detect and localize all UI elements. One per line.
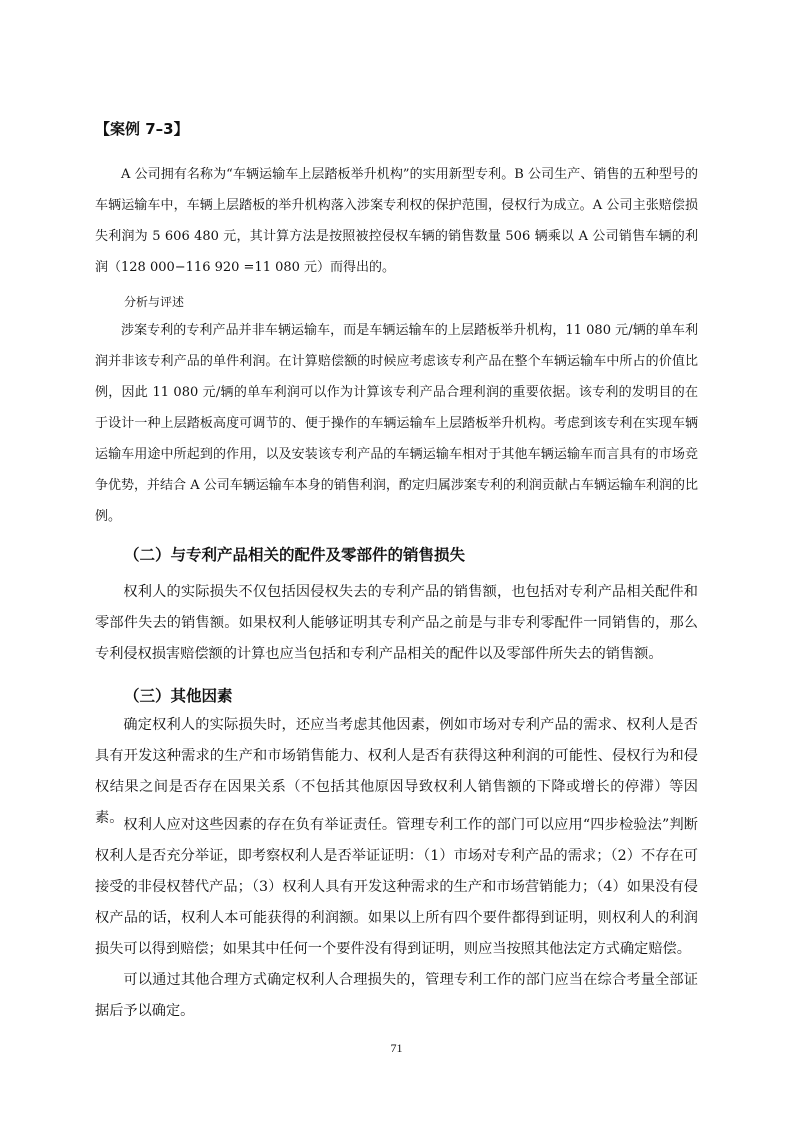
section2-paragraph: 权利人的实际损失不仅包括因侵权失去的专利产品的销售额，也包括对专利产品相关配件和零部件失去的销售额。如果权利人能够证明其专利产品之前是与非专利零配件一同销售的，那么专利侵权损害赔偿额的计算也应当包括和专利产品相关的配件以及零部件所失去的销售额。 [95,584,698,662]
section-heading-2: （二）与专利产品相关的配件及零部件的销售损失 [124,546,466,564]
case-title: 【案例 7–3】 [95,120,189,138]
section3-paragraph-1: 确定权利人的实际损失时，还应当考虑其他因素，例如市场对专利产品的需求、权利人是否具有开发这种需求的生产和市场销售能力、权利人是否有获得这种利润的可能性、侵权行为和侵权结果之间是否存在因果关系（不包括其他原因导致权利人销售额的下降或增长的停滞）等因素。 [95,717,698,826]
page-number: 71 [390,1041,403,1055]
analysis-label: 分析与评述 [124,295,185,309]
section3-paragraph-3: 可以通过其他合理方式确定权利人合理损失的，管理专利工作的部门应当在综合考量全部证据后予以确定。 [95,972,698,1019]
analysis-paragraph: 涉案专利的专利产品并非车辆运输车，而是车辆运输车的上层踏板举升机构，11 080 元/辆的单车利润并非该专利产品的单件利润。在计算赔偿额的时候应考虑该专利产品在整个车辆运输车中所占的价值比例，因此 11 080 元/辆的单车利润可以作为计算该专利产品合理利润的重要依据。该专利的发明目的在于设计一种上层踏板高度可调节的、便于操作的车辆运输车上层踏板举升机构。考虑到该专利在实现车辆运输车用途中所起到的作用，以及安装该专利产品的车辆运输车相对于其他车辆运输车而言具有的市场竞争优势，并结合 A 公司车辆运输车本身的销售利润，酌定归属涉案专利的利润贡献占车辆运输车利润的比例。 [95,323,698,524]
case-paragraph: A 公司拥有名称为“车辆运输车上层踏板举升机构”的实用新型专利。B 公司生产、销售的五种型号的车辆运输车中，车辆上层踏板的举升机构落入涉案专利权的保护范围，侵权行为成立。A 公司主张赔偿损失利润为 5 606 480 元，其计算方法是按照被控侵权车辆的销售数量 506 辆乘以 A 公司销售车辆的利润（128 000−116 920 =11 080 元）而得出的。 [95,167,698,275]
section3-paragraph-2: 权利人应对这些因素的存在负有举证责任。管理专利工作的部门可以应用“四步检验法”判断权利人是否充分举证，即考察权利人是否举证证明：（1）市场对专利产品的需求；（2）不存在可接受的非侵权替代产品；（3）权利人具有开发这种需求的生产和市场营销能力；（4）如果没有侵权产品的话，权利人本可能获得的利润额。如果以上所有四个要件都得到证明，则权利人的利润损失可以得到赔偿；如果其中任何一个要件没有得到证明，则应当按照其他法定方式确定赔偿。 [95,817,698,957]
section-heading-3: （三）其他因素 [124,687,233,705]
